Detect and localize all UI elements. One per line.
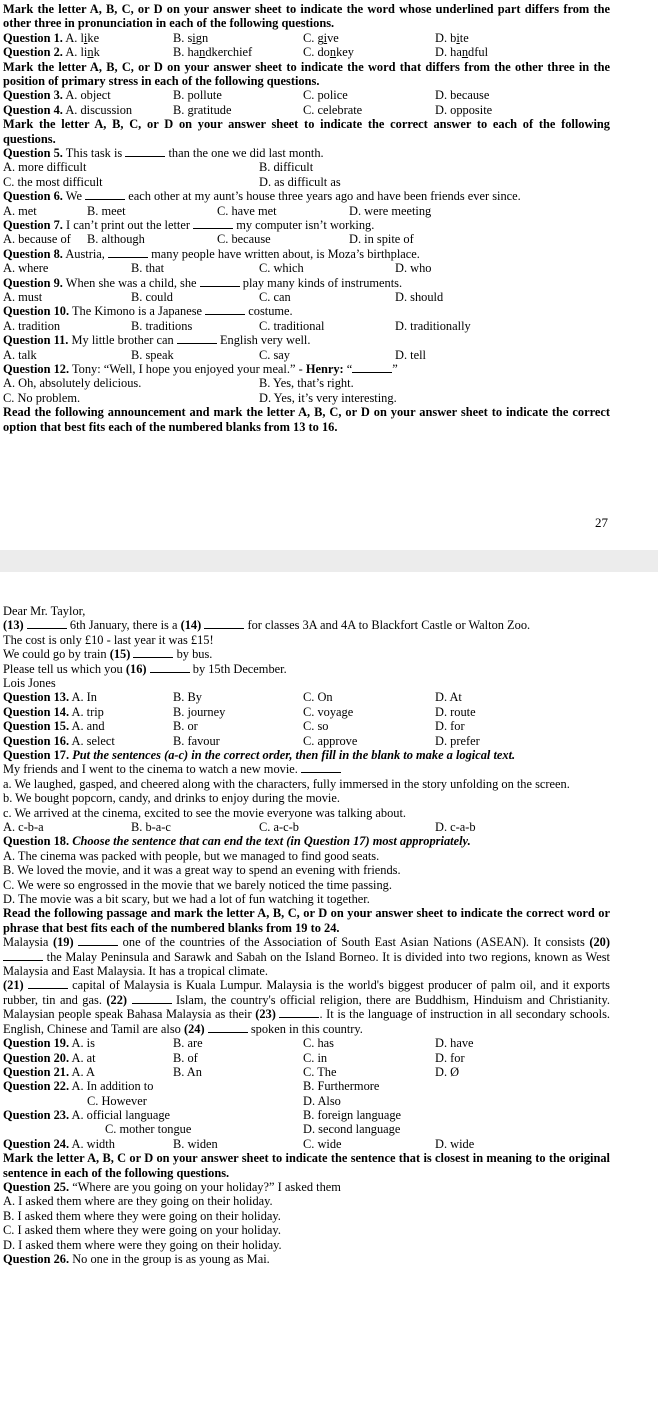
page-number: 27 — [595, 515, 608, 530]
question-8-options: A. where B. that C. which D. who — [3, 261, 432, 276]
letter-greeting: Dear Mr. Taylor, — [3, 604, 86, 618]
question-18-option-a: A. The cinema was packed with people, but we managed to find good seats. — [3, 848, 380, 863]
question-5-options-1: A. more difficult B. difficult — [3, 160, 314, 175]
passage-paragraph-2: (21) capital of Malaysia is Kuala Lumpur. Malaysia is the world's biggest producer of palm oil, and it exports rubber, tin and gas. (22) Islam, the country's official religion, there are Buddhism, Hinduism and Christianity. Malaysian people speak Bahasa Malaysia as their (23) . It is the language of instruction in all secondary schools. English, Chinese and Tamil are also (24) spoken in this country. — [3, 978, 610, 1036]
question-17-stem: Question 17. Put the sentences (a-c) in the correct order, then fill in the blank to make a logical text. — [3, 748, 516, 762]
page-1 — [0, 0, 658, 550]
question-3: Question 3. A. object B. pollute C. police D. because — [3, 88, 490, 103]
question-5-options-2: C. the most difficult D. as difficult as — [3, 174, 341, 189]
question-25-stem: Question 25. “Where are you going on your holiday?” I asked them — [3, 1180, 341, 1195]
page-2 — [0, 572, 658, 1406]
question-16: Question 16. A. select B. favour C. approve D. prefer — [3, 733, 480, 748]
question-19: Question 19. A. is B. are C. has D. have — [3, 1036, 474, 1051]
question-17-options: A. c-b-a B. b-a-c C. a-c-b D. c-a-b — [3, 820, 476, 835]
question-20: Question 20. A. at B. of C. in D. for — [3, 1050, 465, 1065]
question-17-sentence-a: a. We laughed, gasped, and cheered along with the characters, fully immersed in the story unfolding on the screen. — [3, 776, 570, 791]
page-separator — [0, 550, 658, 572]
question-25-option-d: D. I asked them where were they going on their holiday. — [3, 1237, 282, 1252]
question-25-option-c: C. I asked them where they were going on your holiday. — [3, 1223, 281, 1238]
question-22-line-1: Question 22. A. In addition to B. Furthermore — [3, 1079, 380, 1094]
question-18-option-b: B. We loved the movie, and it was a great way to spend an evening with friends. — [3, 863, 401, 878]
question-17-sentence-b: b. We bought popcorn, candy, and drinks to enjoy during the movie. — [3, 791, 340, 806]
question-label: Question 1. — [3, 30, 63, 45]
question-17-intro: My friends and I went to the cinema to watch a new movie. — [3, 762, 610, 776]
question-1: Question 1. A. like B. sign C. give D. bite — [3, 30, 469, 45]
passage-paragraph-1: Malaysia (19) one of the countries of the Association of South East Asian Nations (ASEAN). It consists (20) the Malay Peninsula and Sarawk and Sabah on the Island Borneo. It is divided into two regions, known as West Malaysia and East Malaysia. It has a tropical climate. — [3, 935, 610, 979]
question-12-options-2: C. No problem. D. Yes, it’s very interesting. — [3, 390, 397, 405]
option-d: D. handful — [435, 45, 489, 60]
instruction-stress: Mark the letter A, B, C, or D on your answer sheet to indicate the word that differs from the other three in the position of primary stress in each of the following questions. — [3, 59, 610, 88]
question-22-line-2: C. However D. Also — [87, 1093, 341, 1108]
page-1-content — [3, 2, 610, 434]
question-26-stem: Question 26. No one in the group is as young as Mai. — [3, 1252, 270, 1267]
question-23-line-2: C. mother tongue D. second language — [105, 1122, 401, 1137]
letter-line-3: We could go by train (15) by bus. — [3, 647, 213, 662]
instruction-passage: Read the following passage and mark the letter A, B, C, or D on your answer sheet to indicate the correct word or phrase that best fits each of the numbered blanks from 19 to 24. — [3, 906, 610, 935]
letter-line-1: (13) 6th January, there is a (14) for classes 3A and 4A to Blackfort Castle or Walton Zoo. — [3, 618, 531, 633]
question-25-option-a: A. I asked them where are they going on their holiday. — [3, 1194, 273, 1209]
option-b: B. sign — [173, 30, 209, 45]
question-6-stem: Question 6. We each other at my aunt’s house three years ago and have been friends ever since. — [3, 189, 521, 204]
option-c: C. give — [303, 30, 339, 45]
question-12-options-1: A. Oh, absolutely delicious. B. Yes, that’s right. — [3, 376, 354, 391]
page-2-content — [3, 604, 610, 1266]
question-2: Question 2. A. link B. handkerchief C. donkey D. handful — [3, 45, 489, 60]
question-10-stem: Question 10. The Kimono is a Japanese costume. — [3, 304, 293, 319]
question-18-option-c: C. We were so engrossed in the movie that we barely noticed the time passing. — [3, 877, 392, 892]
question-21: Question 21. A. A B. An C. The D. Ø — [3, 1064, 460, 1079]
letter-line-4: Please tell us which you (16) by 15th December. — [3, 661, 287, 676]
question-12-stem: Question 12. Tony: “Well, I hope you enjoyed your meal.” - Henry: “ ” — [3, 361, 398, 376]
option-b: B. handkerchief — [173, 45, 253, 60]
instruction-pronunciation: Mark the letter A, B, C, or D on your answer sheet to indicate the word whose underlined part differs from the other three in pronunciation in each of the following questions. — [3, 2, 610, 31]
question-11-stem: Question 11. My little brother can English very well. — [3, 333, 311, 348]
instruction-closest-meaning: Mark the letter A, B, C or D on your answer sheet to indicate the sentence that is closest in meaning to the original sentence in each of the following questions. — [3, 1151, 610, 1180]
question-7-stem: Question 7. I can’t print out the letter my computer isn’t working. — [3, 217, 375, 232]
question-14: Question 14. A. trip B. journey C. voyage D. route — [3, 704, 476, 719]
option-d: D. bite — [435, 30, 469, 45]
option-c: C. donkey — [303, 45, 354, 60]
question-8-stem: Question 8. Austria, many people have written about, is Moza’s birthplace. — [3, 246, 420, 261]
question-24: Question 24. A. width B. widen C. wide D. wide — [3, 1136, 475, 1151]
question-4: Question 4. A. discussion B. gratitude C. celebrate D. opposite — [3, 102, 493, 117]
question-10-options: A. tradition B. traditions C. traditional D. traditionally — [3, 318, 471, 333]
question-23-line-1: Question 23. A. official language B. foreign language — [3, 1108, 402, 1123]
letter-line-2: The cost is only £10 - last year it was £15! — [3, 632, 214, 647]
question-17-sentence-c: c. We arrived at the cinema, excited to see the movie everyone was talking about. — [3, 805, 407, 820]
question-18-option-d: D. The movie was a bit scary, but we had a lot of fun watching it together. — [3, 892, 370, 907]
question-7-options: A. because of B. although C. because D. in spite of — [3, 232, 414, 247]
question-18-stem: Question 18. Choose the sentence that can end the text (in Question 17) most appropriately. — [3, 834, 471, 849]
question-label: Question 2. — [3, 45, 63, 60]
instruction-correct-answer: Mark the letter A, B, C, or D on your answer sheet to indicate the correct answer to each of the following questions. — [3, 117, 610, 146]
question-9-options: A. must B. could C. can D. should — [3, 289, 444, 304]
question-13: Question 13. A. In B. By C. On D. At — [3, 690, 462, 705]
letter-signature: Lois Jones — [3, 676, 56, 691]
question-5-stem: Question 5. This task is than the one we did last month. — [3, 146, 324, 160]
question-9-stem: Question 9. When she was a child, she play many kinds of instruments. — [3, 275, 403, 290]
question-6-options: A. met B. meet C. have met D. were meeting — [3, 203, 432, 218]
question-25-option-b: B. I asked them where they were going on their holiday. — [3, 1208, 281, 1223]
instruction-announcement: Read the following announcement and mark the letter A, B, C, or D on your answer sheet to indicate the correct option that best fits each of the numbered blanks from 13 to 16. — [3, 405, 610, 434]
question-11-options: A. talk B. speak C. say D. tell — [3, 347, 426, 362]
question-15: Question 15. A. and B. or C. so D. for — [3, 719, 465, 734]
